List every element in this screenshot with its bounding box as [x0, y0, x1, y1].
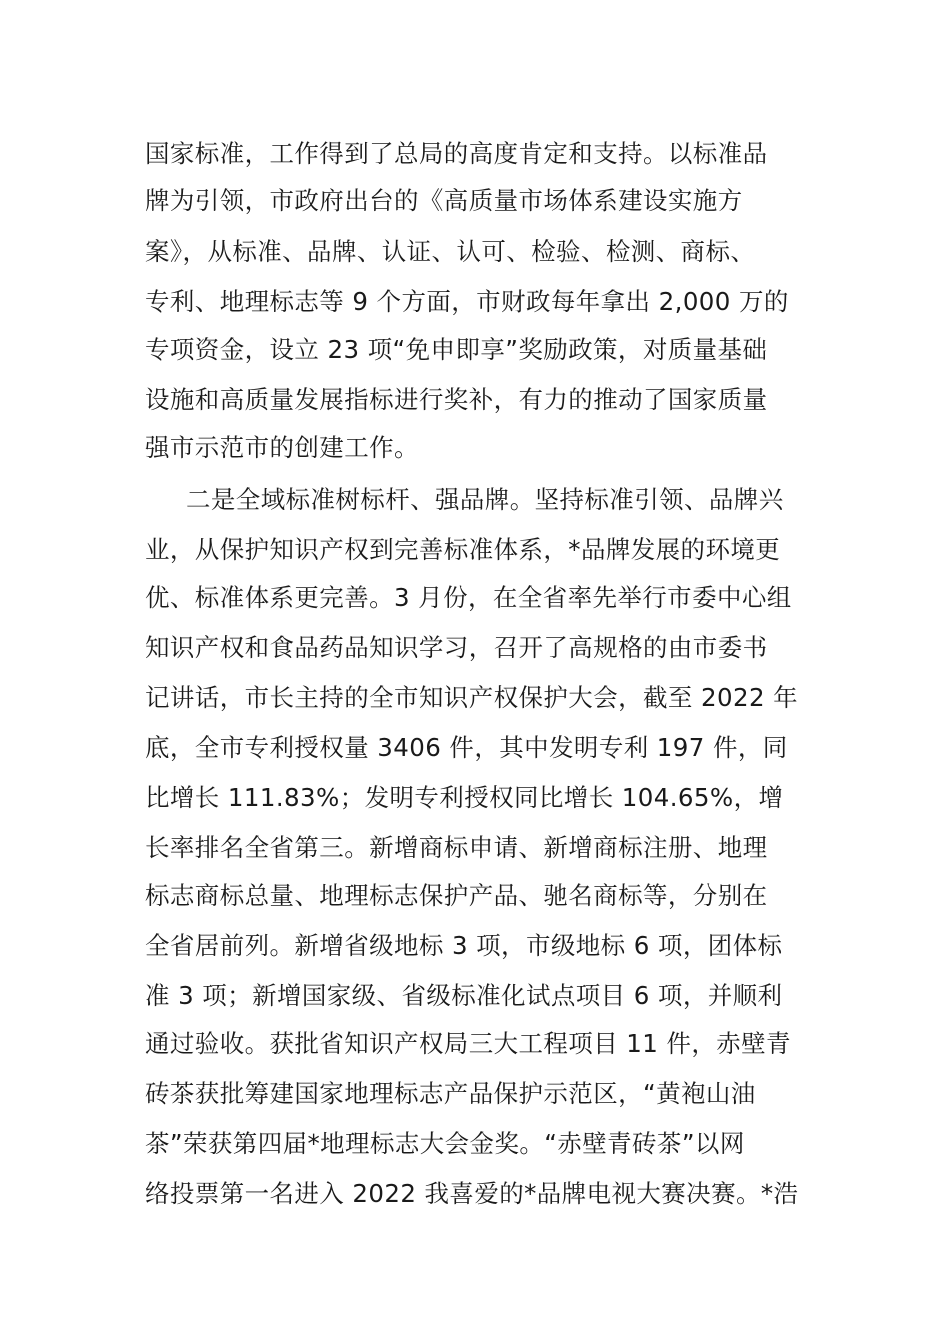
text-line: 标志商标总量、地理标志保护产品、驰名商标等，分别在	[145, 881, 768, 910]
text-line: 业，从保护知识产权到完善标准体系，*品牌发展的环境更	[145, 535, 781, 564]
text-line: 准 3 项；新增国家级、省级标准化试点项目 6 项，并顺利	[145, 981, 783, 1010]
text-line: 茶”荣获第四届*地理标志大会金奖。“赤壁青砖茶”以网	[145, 1129, 745, 1158]
text-line: 国家标准，工作得到了总局的高度肯定和支持。以标准品	[145, 139, 768, 168]
text-line: 优、标准体系更完善。3 月份，在全省率先举行市委中心组	[145, 583, 792, 612]
text-line: 知识产权和食品药品知识学习，召开了高规格的由市委书	[145, 633, 768, 662]
text-line: 强市示范市的创建工作。	[145, 433, 419, 462]
text-line: 全省居前列。新增省级地标 3 项，市级地标 6 项，团体标	[145, 931, 783, 960]
text-line: 长率排名全省第三。新增商标申请、新增商标注册、地理	[145, 833, 768, 862]
text-line: 专项资金，设立 23 项“免申即享”奖励政策，对质量基础	[145, 335, 768, 364]
text-line: 比增长 111.83%；发明专利授权同比增长 104.65%，增	[145, 783, 784, 812]
text-line: 牌为引领，市政府出台的《高质量市场体系建设实施方	[145, 186, 743, 215]
text-line: 专利、地理标志等 9 个方面，市财政每年拿出 2,000 万的	[145, 287, 789, 316]
text-line: 设施和高质量发展指标进行奖补，有力的推动了国家质量	[145, 385, 768, 414]
text-line: 络投票第一名进入 2022 我喜爱的*品牌电视大赛决赛。*浩	[145, 1179, 799, 1208]
paragraph-first-line: 二是全域标准树标杆、强品牌。坚持标准引领、品牌兴	[186, 485, 784, 514]
text-line: 记讲话，市长主持的全市知识产权保护大会，截至 2022 年	[145, 683, 799, 712]
text-line: 案》，从标准、品牌、认证、认可、检验、检测、商标、	[145, 237, 756, 266]
text-line: 通过验收。获批省知识产权局三大工程项目 11 件，赤壁青	[145, 1029, 791, 1058]
text-line: 砖茶获批筹建国家地理标志产品保护示范区，“黄袍山油	[145, 1079, 756, 1108]
text-line: 底，全市专利授权量 3406 件，其中发明专利 197 件，同	[145, 733, 788, 762]
